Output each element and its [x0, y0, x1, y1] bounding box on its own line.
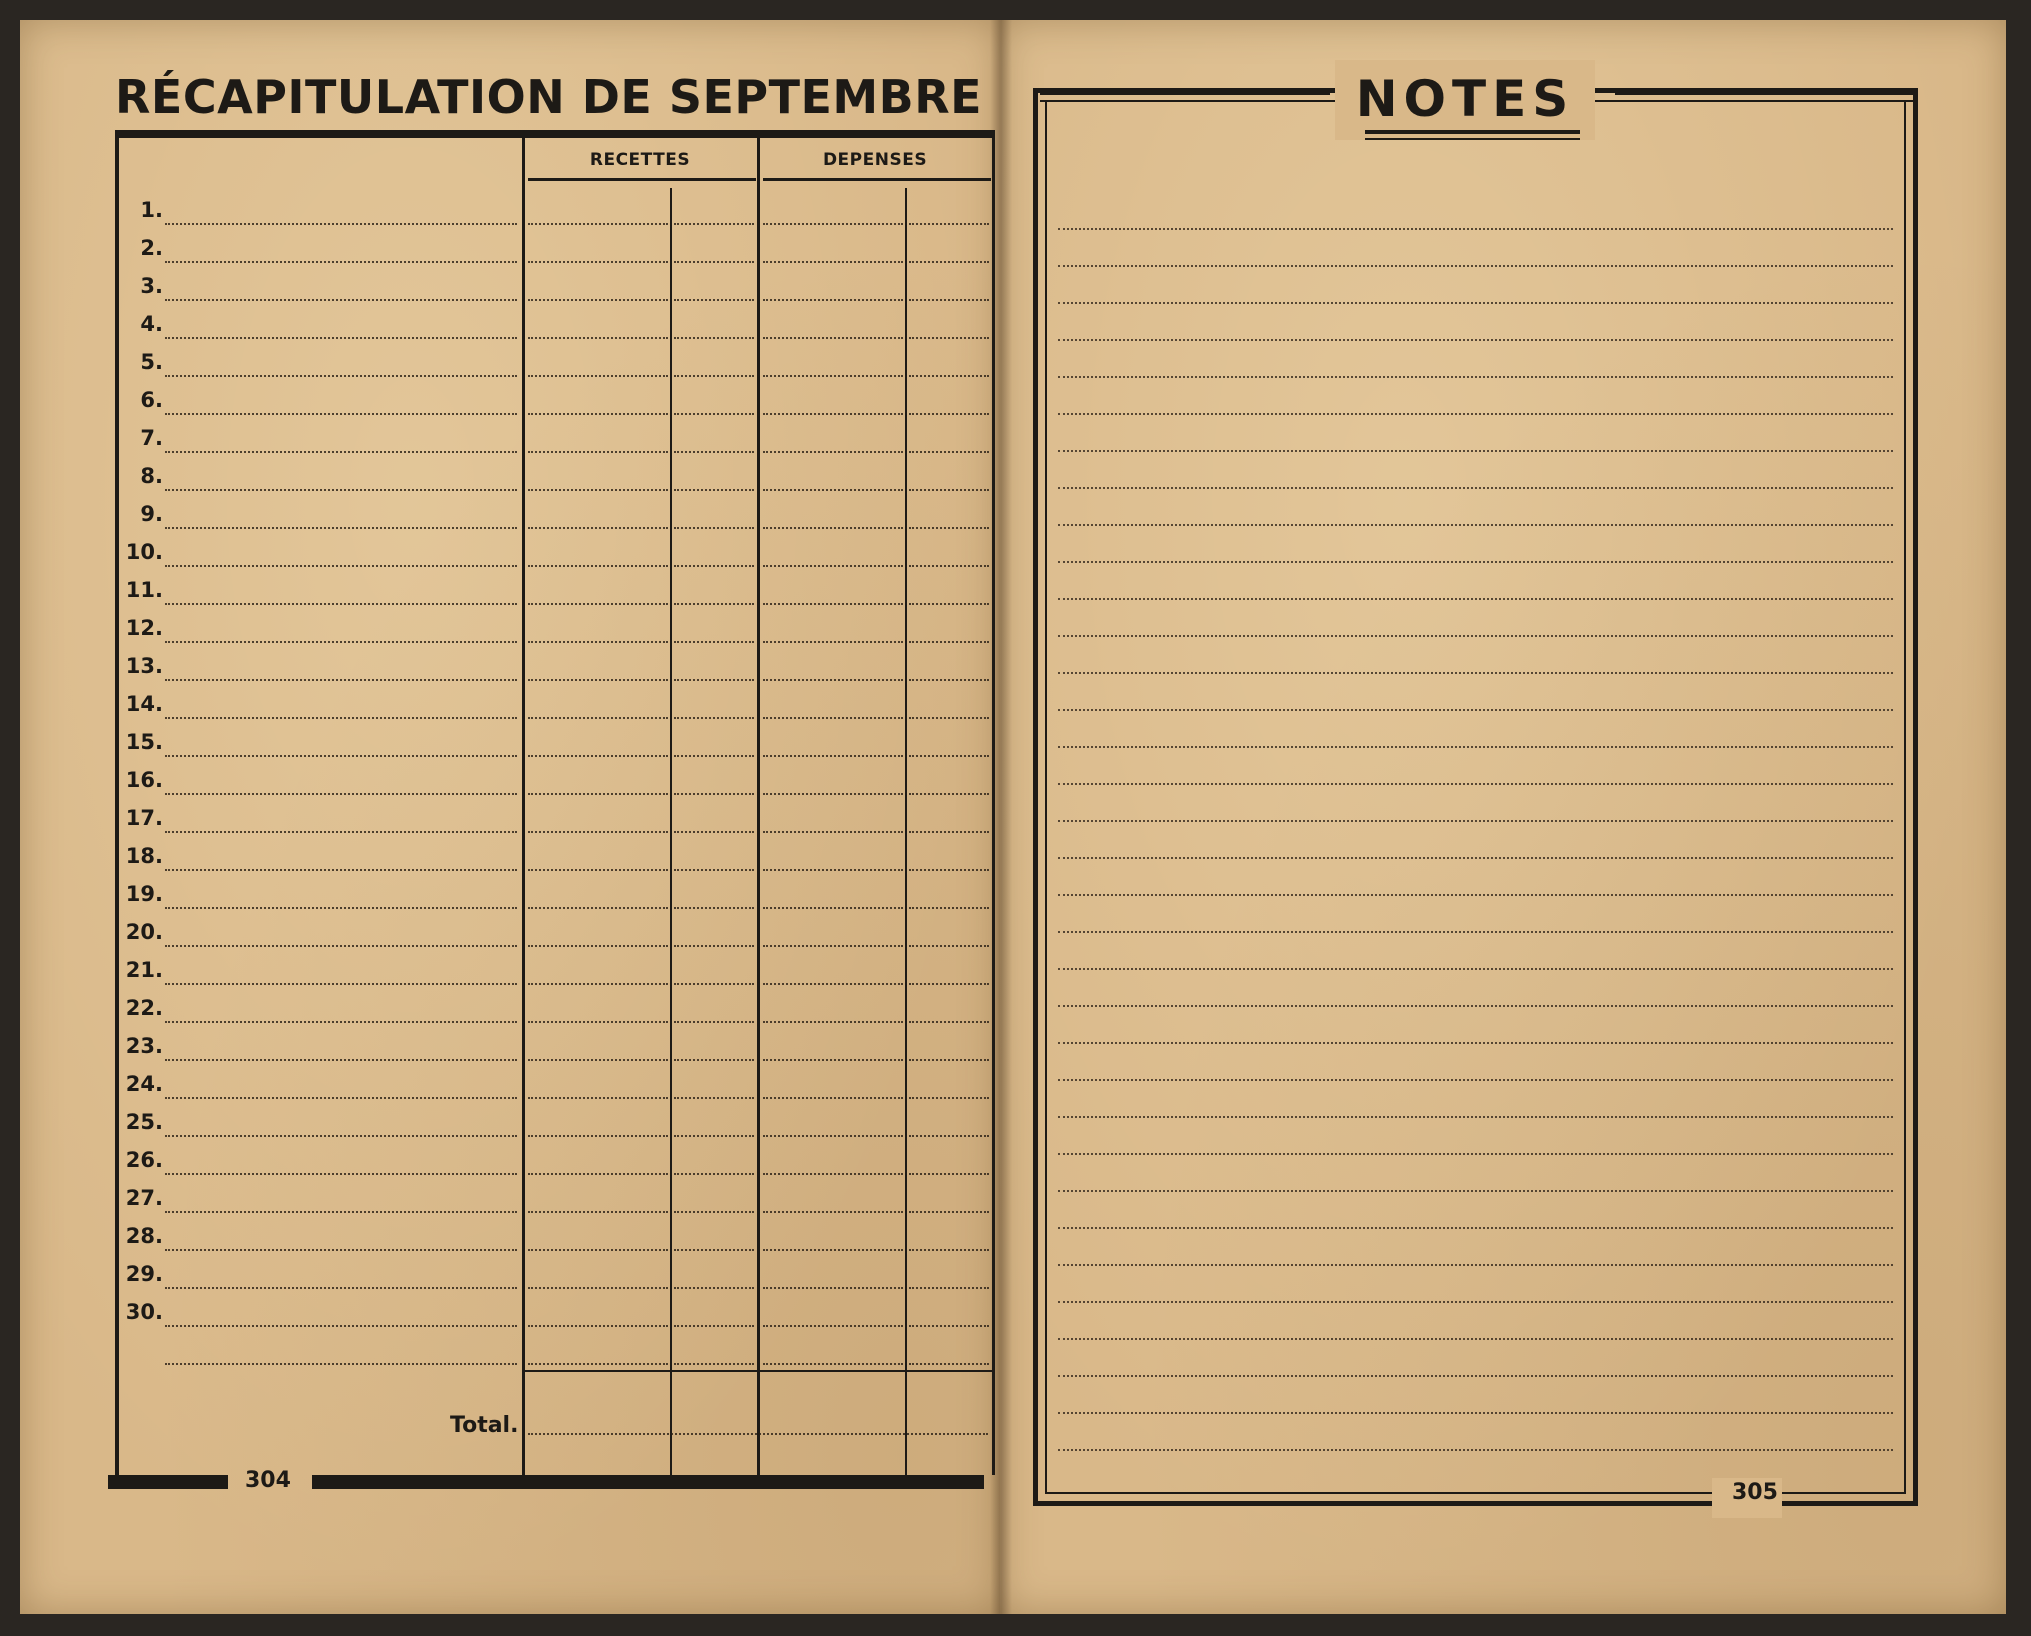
row-line [165, 603, 517, 605]
row-line [674, 413, 754, 415]
row-line [528, 413, 668, 415]
row-line [528, 641, 668, 643]
row-line [909, 1325, 989, 1327]
notes-title: NOTES [1355, 70, 1575, 128]
row-line [165, 983, 517, 985]
notes-line [1058, 709, 1893, 711]
row-line [763, 717, 903, 719]
notes-line [1058, 672, 1893, 674]
notes-line [1058, 265, 1893, 267]
row-line [909, 869, 989, 871]
notes-line [1058, 783, 1893, 785]
row-number: 4. [140, 312, 163, 336]
row-line [763, 451, 903, 453]
row-number: 5. [140, 350, 163, 374]
row-line [763, 337, 903, 339]
row-number: 8. [140, 464, 163, 488]
row-line [674, 1097, 754, 1099]
row-line [763, 1325, 903, 1327]
row-line [674, 1135, 754, 1137]
row-line [909, 527, 989, 529]
row-number: 25. [125, 1110, 163, 1134]
row-line [763, 641, 903, 643]
row-line [909, 983, 989, 985]
row-line [528, 337, 668, 339]
row-line [674, 717, 754, 719]
row-line [763, 983, 903, 985]
row-line [763, 1287, 903, 1289]
row-line [763, 1249, 903, 1251]
notes-line [1058, 450, 1893, 452]
row-line [909, 1097, 989, 1099]
row-line [909, 603, 989, 605]
row-line [674, 1325, 754, 1327]
row-number: 7. [140, 426, 163, 450]
row-line [674, 337, 754, 339]
row-line [909, 1059, 989, 1061]
row-line [763, 755, 903, 757]
row-line [165, 489, 517, 491]
notes-line [1058, 931, 1893, 933]
row-line [763, 1021, 903, 1023]
row-line [165, 679, 517, 681]
row-line [674, 1211, 754, 1213]
row-line [674, 1249, 754, 1251]
row-line [528, 1363, 668, 1365]
row-line [528, 869, 668, 871]
row-line [674, 679, 754, 681]
row-line [528, 1249, 668, 1251]
row-number: 11. [125, 578, 163, 602]
row-line [528, 1059, 668, 1061]
row-line [528, 1135, 668, 1137]
row-line [674, 261, 754, 263]
row-line [528, 831, 668, 833]
notes-line [1058, 228, 1893, 230]
notes-line [1058, 339, 1893, 341]
row-number: 28. [125, 1224, 163, 1248]
row-line [763, 223, 903, 225]
row-line [763, 793, 903, 795]
row-number: 26. [125, 1148, 163, 1172]
row-line [528, 983, 668, 985]
row-line [165, 1325, 517, 1327]
row-line [165, 375, 517, 377]
row-line [763, 1363, 903, 1365]
page-number-right: 305 [1732, 1480, 1778, 1505]
row-line [763, 565, 903, 567]
row-line [165, 1249, 517, 1251]
notes-line [1058, 487, 1893, 489]
row-line [909, 1173, 989, 1175]
title-side-rule [1615, 92, 1915, 95]
notes-line [1058, 302, 1893, 304]
row-line [763, 375, 903, 377]
row-line [165, 261, 517, 263]
notes-line [1058, 635, 1893, 637]
notes-line [1058, 561, 1893, 563]
row-number: 16. [125, 768, 163, 792]
row-line [909, 489, 989, 491]
row-number: 18. [125, 844, 163, 868]
row-line [674, 983, 754, 985]
title-side-rule [1040, 100, 1330, 102]
notes-line [1058, 1301, 1893, 1303]
row-line [165, 1211, 517, 1213]
row-line [909, 679, 989, 681]
row-number: 15. [125, 730, 163, 754]
title-side-rule [1615, 100, 1915, 102]
row-line [165, 1021, 517, 1023]
row-line [528, 1211, 668, 1213]
row-number: 20. [125, 920, 163, 944]
row-line [909, 337, 989, 339]
notes-line [1058, 413, 1893, 415]
row-line [763, 413, 903, 415]
row-line [528, 527, 668, 529]
row-line [528, 907, 668, 909]
row-line [165, 413, 517, 415]
row-line [165, 1363, 517, 1365]
row-line [909, 907, 989, 909]
row-line [674, 907, 754, 909]
row-line [763, 299, 903, 301]
page-title: RÉCAPITULATION DE SEPTEMBRE [115, 70, 983, 124]
notes-line [1058, 1116, 1893, 1118]
row-line [674, 299, 754, 301]
row-line [528, 717, 668, 719]
row-line [165, 565, 517, 567]
row-number: 14. [125, 692, 163, 716]
row-line [909, 1135, 989, 1137]
notes-line [1058, 1005, 1893, 1007]
row-line [909, 717, 989, 719]
row-line [763, 907, 903, 909]
row-line [763, 1173, 903, 1175]
row-line [528, 451, 668, 453]
row-line [674, 451, 754, 453]
row-line [165, 527, 517, 529]
row-line [909, 641, 989, 643]
notes-line [1058, 1079, 1893, 1081]
column-header-recettes: RECETTES [589, 150, 691, 170]
bottom-rule [312, 1475, 984, 1489]
row-line [528, 603, 668, 605]
title-underline [1365, 130, 1580, 134]
row-number: 3. [140, 274, 163, 298]
row-line [909, 1021, 989, 1023]
row-number: 29. [125, 1262, 163, 1286]
row-number: 2. [140, 236, 163, 260]
row-line [165, 337, 517, 339]
notes-line [1058, 1412, 1893, 1414]
row-number: 27. [125, 1186, 163, 1210]
row-line [909, 1287, 989, 1289]
row-line [763, 527, 903, 529]
notes-line [1058, 820, 1893, 822]
notes-line [1058, 1227, 1893, 1229]
notes-line [1058, 524, 1893, 526]
row-line [909, 375, 989, 377]
row-line [909, 1249, 989, 1251]
row-line [165, 1135, 517, 1137]
row-line [674, 831, 754, 833]
row-number: 19. [125, 882, 163, 906]
row-line [165, 299, 517, 301]
row-line [909, 261, 989, 263]
row-line [528, 261, 668, 263]
row-line [909, 451, 989, 453]
notes-line [1058, 1190, 1893, 1192]
row-line [763, 1135, 903, 1137]
row-line [165, 451, 517, 453]
row-line [165, 831, 517, 833]
row-line [674, 641, 754, 643]
header-rule [528, 178, 756, 181]
row-line [528, 755, 668, 757]
notes-line [1058, 1375, 1893, 1377]
row-line [165, 641, 517, 643]
row-line [165, 223, 517, 225]
row-line [763, 869, 903, 871]
row-line [763, 261, 903, 263]
row-line [674, 223, 754, 225]
row-number: 17. [125, 806, 163, 830]
row-number: 24. [125, 1072, 163, 1096]
row-line [763, 945, 903, 947]
row-number: 23. [125, 1034, 163, 1058]
notes-line [1058, 746, 1893, 748]
notes-line [1058, 894, 1893, 896]
row-line [674, 1173, 754, 1175]
row-line [528, 1325, 668, 1327]
row-line [909, 755, 989, 757]
notes-frame-inner [1045, 100, 1906, 1494]
notes-line [1058, 376, 1893, 378]
row-number: 12. [125, 616, 163, 640]
notes-line [1058, 1153, 1893, 1155]
page-number: 304 [245, 1468, 291, 1493]
row-number: 10. [125, 540, 163, 564]
row-line [674, 1287, 754, 1289]
row-line [674, 527, 754, 529]
row-line [165, 1059, 517, 1061]
row-line [165, 1173, 517, 1175]
row-line [674, 603, 754, 605]
row-number: 13. [125, 654, 163, 678]
row-number: 6. [140, 388, 163, 412]
row-line [165, 907, 517, 909]
row-line [165, 1097, 517, 1099]
notes-line [1058, 1264, 1893, 1266]
row-line [909, 565, 989, 567]
row-number: 21. [125, 958, 163, 982]
row-line [674, 755, 754, 757]
column-divider [992, 138, 995, 1475]
column-divider [522, 138, 525, 1475]
column-divider [757, 138, 760, 1475]
row-line [674, 869, 754, 871]
row-line [909, 299, 989, 301]
row-number: 22. [125, 996, 163, 1020]
row-line [909, 831, 989, 833]
row-line [528, 375, 668, 377]
row-line [763, 1059, 903, 1061]
row-line [528, 565, 668, 567]
row-line [165, 717, 517, 719]
row-line [165, 869, 517, 871]
row-line [674, 1363, 754, 1365]
row-line [528, 1097, 668, 1099]
row-line [674, 375, 754, 377]
row-number: 9. [140, 502, 163, 526]
notes-line [1058, 857, 1893, 859]
row-number: 1. [140, 198, 163, 222]
header-rule [763, 178, 991, 181]
row-line [763, 1097, 903, 1099]
row-line [528, 489, 668, 491]
row-line [528, 223, 668, 225]
row-line [674, 1021, 754, 1023]
row-line [674, 945, 754, 947]
subcolumn-divider [670, 188, 672, 1475]
total-line [528, 1433, 988, 1435]
row-line [165, 945, 517, 947]
row-line [909, 945, 989, 947]
row-line [909, 793, 989, 795]
total-label: Total. [450, 1413, 519, 1438]
row-line [909, 1363, 989, 1365]
notes-line [1058, 1042, 1893, 1044]
row-line [763, 603, 903, 605]
title-side-rule [1040, 92, 1330, 95]
row-line [528, 793, 668, 795]
row-line [909, 223, 989, 225]
row-line [528, 1021, 668, 1023]
row-line [528, 1173, 668, 1175]
row-line [909, 1211, 989, 1213]
row-line [763, 489, 903, 491]
row-line [674, 565, 754, 567]
row-line [165, 755, 517, 757]
row-line [763, 679, 903, 681]
total-rule [522, 1370, 992, 1372]
notes-line [1058, 1338, 1893, 1340]
row-line [763, 1211, 903, 1213]
row-line [674, 489, 754, 491]
row-line [674, 793, 754, 795]
row-line [165, 793, 517, 795]
row-line [528, 945, 668, 947]
row-line [674, 1059, 754, 1061]
row-number: 30. [125, 1300, 163, 1324]
row-line [909, 413, 989, 415]
bottom-rule [108, 1475, 228, 1489]
row-line [528, 679, 668, 681]
recap-table [115, 130, 995, 1475]
title-underline [1365, 138, 1580, 140]
notes-line [1058, 968, 1893, 970]
subcolumn-divider [905, 188, 907, 1475]
notes-line [1058, 1449, 1893, 1451]
row-line [528, 299, 668, 301]
row-line [165, 1287, 517, 1289]
notes-line [1058, 598, 1893, 600]
row-line [528, 1287, 668, 1289]
column-header-depenses: DEPENSES [822, 150, 928, 170]
row-line [763, 831, 903, 833]
